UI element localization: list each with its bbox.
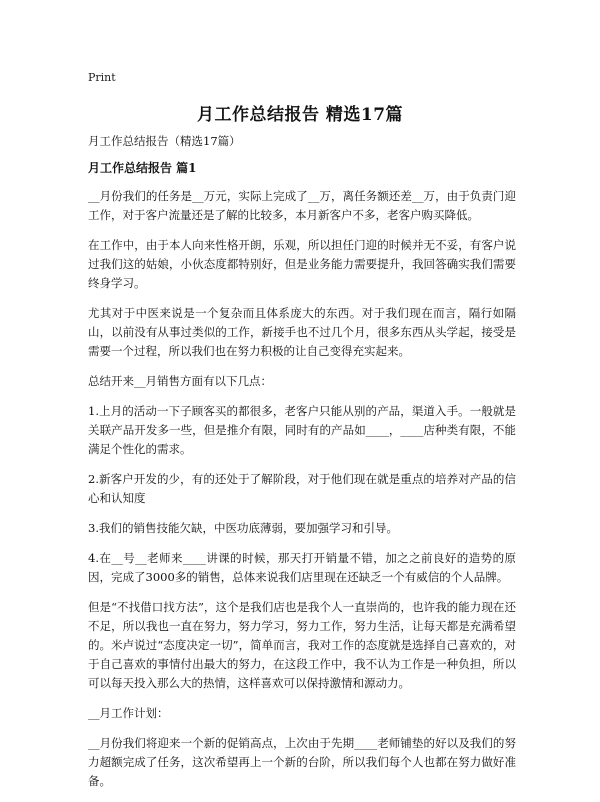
document-body <box>88 132 516 802</box>
paragraph: 4.在__号__老师来____讲课的时候，那天打开销量不错，加之之前良好的造势的原因，完成了3000多的销售，总体来说我们店里现在还缺乏一个有威信的个人品牌。 <box>88 551 516 584</box>
paragraph: __月份我们将迎来一个新的促销高点，上次由于先期____老师铺垫的好以及我们的努力超额完成了任务，这次希望再上一个新的台阶，所以我们每个人也都在努力做好准备。 <box>88 736 516 788</box>
document-subtitle: 月工作总结报告（精选17篇） <box>88 134 241 148</box>
paragraph: 3.我们的销售技能欠缺，中医功底薄弱，要加强学习和引导。 <box>88 521 398 535</box>
paragraph: 但是“不找借口找方法”，这个是我们店也是我个人一直崇尚的，也许我的能力现在还不足，所以我也一直在努力，努力学习，努力工作，努力生活，让每天都是充满希望的。米卢说过“态度决定一切”，简单而言，我对工作的态度就是选择自己喜欢的，对于自己喜欢的事情付出最大的努力，在这段工作中，我不认为工作是一种负担，所以可以每天投入那么大的热情，这样喜欢可以保持激情和源动力。 <box>88 600 516 690</box>
paragraph: __月工作计划： <box>88 706 169 720</box>
paragraph: 1.上月的活动一下子顾客买的都很多，老客户只能从别的产品，渠道入手。一般就是关联产品开发多一些，但是推介有限，同时有的产品如____，____店种类有限，不能满足个性化的需求。 <box>88 404 516 456</box>
paragraph: 尤其对于中医来说是一个复杂而且体系庞大的东西。对于我们现在而言，隔行如隔山，以前没有从事过类似的工作，新接手也不过几个月，很多东西从头学起，接受是需要一个过程，所以我们也在努力积极的让自己变得充实起来。 <box>88 306 516 358</box>
paragraph: 总结开来__月销售方面有以下几点： <box>88 374 272 388</box>
print-link[interactable]: Print <box>88 71 116 84</box>
section-heading: 月工作总结报告 篇1 <box>88 161 197 175</box>
paragraph: 2.新客户开发的少，有的还处于了解阶段，对于他们现在就是重点的培养对产品的信心和认知度 <box>88 472 516 505</box>
paragraph: __月份我们的任务是__万元，实际上完成了__万，离任务额还差__万，由于负责门迎工作，对于客户流量还是了解的比较多，本月新客户不多，老客户购买降低。 <box>88 189 516 222</box>
paragraph: 在工作中，由于本人向来性格开朗，乐观，所以担任门迎的时候并无不妥，有客户说过我们这的姑娘，小伙态度都特别好，但是业务能力需要提升，我回答确实我们需要终身学习。 <box>88 238 516 290</box>
page-title: 月工作总结报告 精选17篇 <box>196 105 404 125</box>
